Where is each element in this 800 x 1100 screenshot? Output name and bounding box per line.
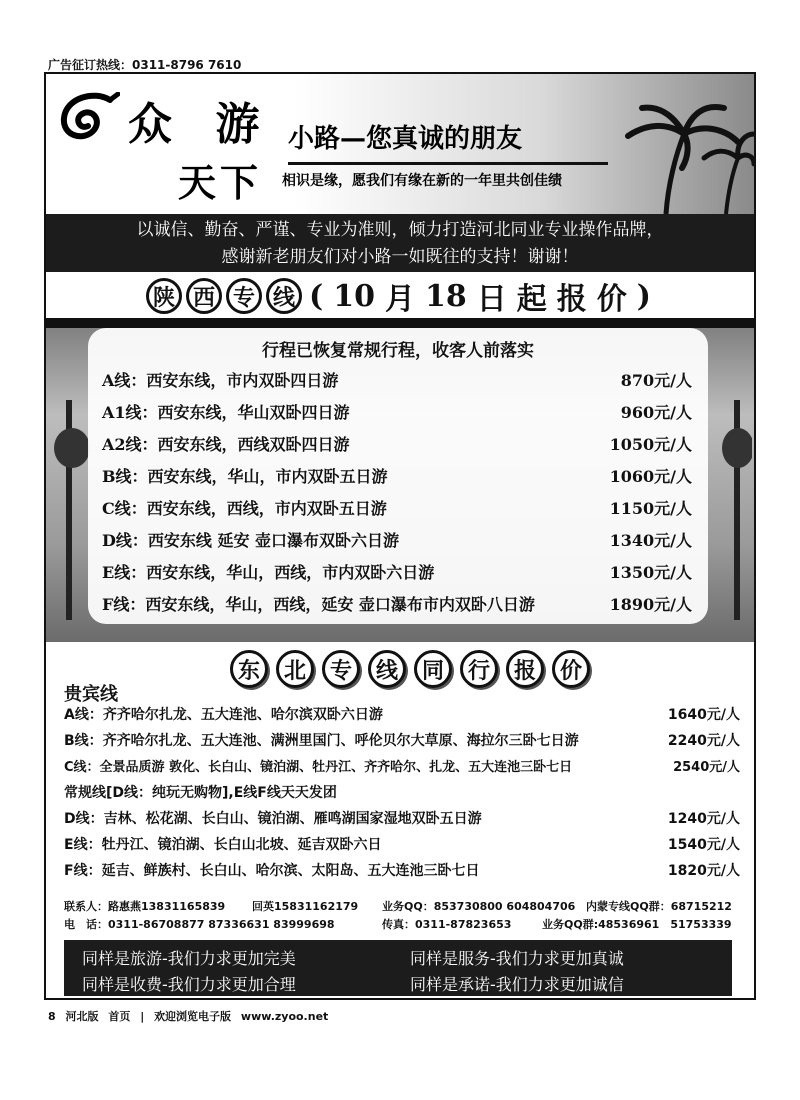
- page-number: 8: [48, 1010, 56, 1023]
- title-char: 日: [476, 282, 507, 317]
- slogan-box: [64, 940, 732, 996]
- route-price: 1150元/人: [609, 499, 692, 518]
- line-price: 1640元/人: [667, 707, 740, 723]
- title-char: 价: [552, 650, 590, 688]
- website-url: www.zyoo.net: [240, 1010, 329, 1023]
- route-row: [102, 496, 692, 522]
- route-row: [102, 592, 692, 618]
- slogan-text: 同样是服务-我们力求更加真诚: [410, 949, 624, 968]
- mission-line-2: 感谢新老朋友们对小路一如既往的支持！谢谢！: [221, 247, 579, 267]
- page-footer: [48, 1008, 334, 1024]
- route-price: 1350元/人: [609, 563, 692, 582]
- northeast-line: [64, 808, 740, 832]
- title-char: 报: [556, 282, 587, 317]
- route-price: 870元/人: [620, 371, 692, 390]
- route-desc: E线：西安东线，华山，西线，市内双卧六日游: [102, 563, 435, 582]
- route-price: 1060元/人: [609, 467, 692, 486]
- swirl-logo-icon: [58, 92, 120, 144]
- route-row: [102, 464, 692, 490]
- slogan-text: 同样是收费-我们力求更加合理: [82, 975, 296, 994]
- title-char: 专: [322, 650, 360, 688]
- line-price: 1240元/人: [667, 811, 740, 827]
- business-qq-group: 业务QQ群:48536961 51753339: [542, 918, 732, 931]
- line-desc: E线：牡丹江、镜泊湖、长白山北坡、延吉双卧六日: [64, 837, 382, 853]
- line-desc: D线：吉林、松花湖、长白山、镜泊湖、雁鸣湖国家湿地双卧五日游: [64, 811, 482, 827]
- line-price: 2240元/人: [667, 733, 740, 749]
- contact-person-2: 回英15831162179: [252, 900, 359, 913]
- route-price: 1890元/人: [609, 595, 692, 614]
- northeast-line: [64, 730, 740, 754]
- line-price: 2540元/人: [673, 760, 740, 775]
- title-char: (: [309, 278, 324, 314]
- route-notice: 行程已恢复常规行程，收客人前落实: [262, 341, 534, 361]
- brand-slogan: 小路—您真诚的朋友: [288, 124, 523, 154]
- line-desc: C线：全景品质游 敦化、长白山、镜泊湖、牡丹江、齐齐哈尔、扎龙、五大连池三卧七日: [64, 760, 573, 775]
- title-char: 线: [266, 278, 302, 314]
- fax-number: 传真：0311-87823653: [382, 918, 512, 931]
- line-desc: F线：延吉、鲜族村、长白山、哈尔滨、太阳岛、五大连池三卧七日: [64, 863, 480, 879]
- mission-banner: [46, 214, 754, 272]
- vip-category-label: 贵宾线: [64, 684, 118, 705]
- title-char: 专: [226, 278, 262, 314]
- title-char: 行: [460, 650, 498, 688]
- slogan-text: 同样是承诺-我们力求更加诚信: [410, 975, 624, 994]
- route-desc: F线：西安东线，华山，西线，延安 壶口瀑布市内双卧八日游: [102, 595, 535, 614]
- line-desc: A线：齐齐哈尔扎龙、五大连池、哈尔滨双卧六日游: [64, 707, 383, 723]
- route-desc: A1线：西安东线，华山双卧四日游: [102, 403, 350, 422]
- photo-top-strip: [46, 318, 754, 328]
- route-desc: A线：西安东线，市内双卧四日游: [102, 371, 339, 390]
- route-row: [102, 560, 692, 586]
- title-char: 月: [385, 282, 415, 317]
- home-label: 首页: [108, 1010, 131, 1023]
- title-char: 东: [230, 650, 268, 688]
- title-char: ): [636, 278, 651, 314]
- title-char: 陕: [146, 278, 182, 314]
- shaanxi-section-title: [46, 274, 754, 318]
- title-char: 线: [368, 650, 406, 688]
- title-char: 同: [414, 650, 452, 688]
- brand-logo-sub: 天下: [178, 161, 263, 205]
- northeast-line: [64, 834, 740, 858]
- promo-text: 欢迎浏览电子版: [154, 1010, 232, 1023]
- street-lamp-icon: [712, 400, 752, 620]
- line-price: 1820元/人: [667, 863, 740, 879]
- slogan-text: 同样是旅游-我们力求更加完美: [82, 949, 296, 968]
- street-lamp-icon: [52, 400, 92, 620]
- phone-numbers: 电 话：0311-86708877 87336631 83999698: [64, 918, 335, 931]
- route-price: 1050元/人: [609, 435, 692, 454]
- business-qq: 业务QQ：853730800 604804706: [382, 900, 576, 913]
- route-row: [102, 368, 692, 394]
- qq-group: 内蒙专线QQ群：68715212: [586, 900, 732, 913]
- title-char: 北: [276, 650, 314, 688]
- line-price: 1540元/人: [667, 837, 740, 853]
- route-desc: B线：西安东线，华山，市内双卧五日游: [102, 467, 388, 486]
- line-desc: 常规线[D线：纯玩无购物],E线F线天天发团: [64, 785, 337, 801]
- ad-hotline: 广告征订热线：0311-8796 7610: [48, 58, 242, 72]
- mission-line-1: 以诚信、勤奋、严谨、专业为准则，倾力打造河北同业专业操作品牌，: [136, 220, 664, 240]
- palm-trees-illustration: [606, 94, 754, 214]
- route-desc: A2线：西安东线，西线双卧四日游: [102, 435, 350, 454]
- northeast-line: [64, 756, 740, 780]
- brand-logo-text: 众 游: [128, 99, 274, 150]
- title-char: 价: [596, 282, 627, 317]
- title-char: 起: [516, 282, 547, 317]
- title-char: 10: [333, 278, 375, 314]
- header: [46, 74, 754, 214]
- footer-divider: |: [140, 1010, 145, 1023]
- route-row: [102, 528, 692, 554]
- northeast-line: [64, 860, 740, 884]
- northeast-line: [64, 782, 740, 806]
- route-row: [102, 400, 692, 426]
- route-desc: D线：西安东线 延安 壶口瀑布双卧六日游: [102, 531, 400, 550]
- brand-tagline: 相识是缘，愿我们有缘在新的一年里共创佳绩: [282, 173, 562, 189]
- edition-label: 河北版: [65, 1010, 99, 1023]
- slogan-divider: [288, 162, 608, 165]
- contact-person: 联系人：路惠燕13831165839: [64, 900, 226, 913]
- contact-row: [64, 916, 744, 932]
- contact-row: [64, 898, 744, 914]
- route-price: 1340元/人: [609, 531, 692, 550]
- northeast-line: [64, 704, 740, 728]
- title-char: 西: [186, 278, 222, 314]
- title-char: 18: [425, 278, 467, 314]
- route-desc: C线：西安东线，西线，市内双卧五日游: [102, 499, 387, 518]
- northeast-section-title: [230, 650, 590, 690]
- line-desc: B线：齐齐哈尔扎龙、五大连池、满洲里国门、呼伦贝尔大草原、海拉尔三卧七日游: [64, 733, 579, 749]
- title-char: 报: [506, 650, 544, 688]
- route-row: [102, 432, 692, 458]
- route-price: 960元/人: [620, 403, 692, 422]
